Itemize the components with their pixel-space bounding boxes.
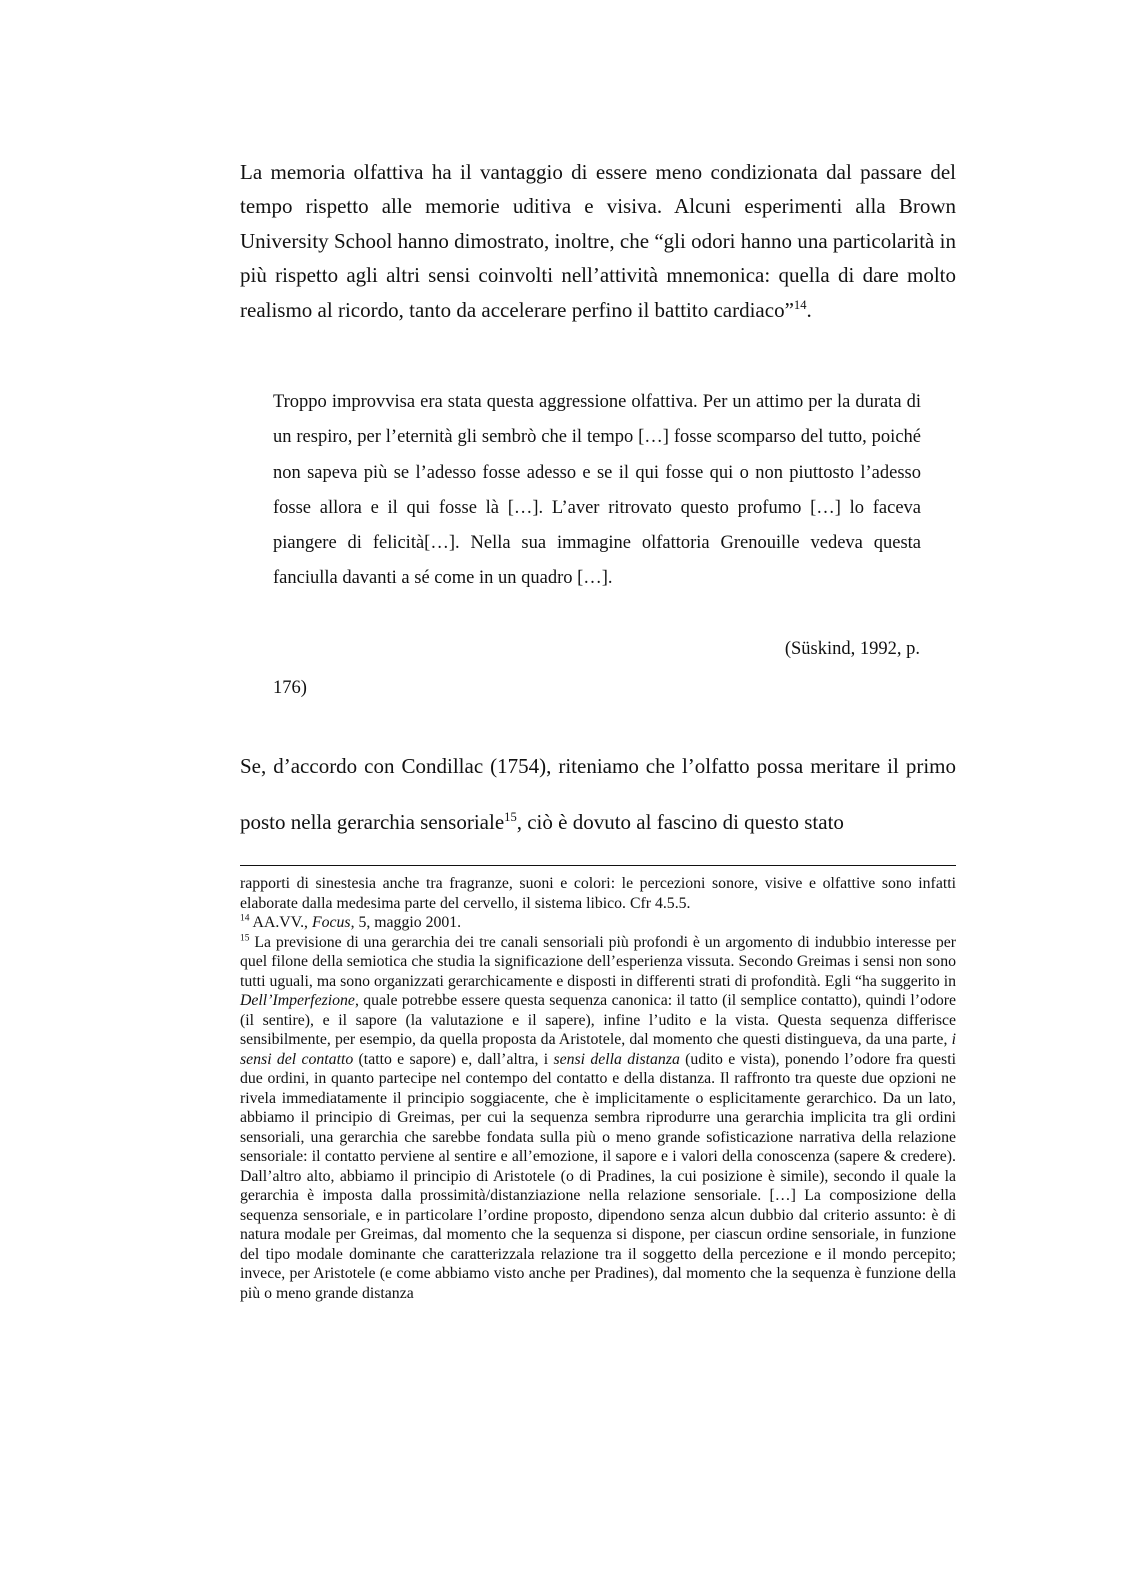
footnotes: [240, 874, 956, 1303]
footnote-15: [240, 933, 956, 1304]
footnote-text: (tatto e sapore) e, dall’altra, i: [353, 1050, 554, 1068]
footnote-text: La previsione di una gerarchia dei tre canali sensoriali più profondi è un argomento di indubbio interesse per quel filone della semiotica che studia la significazione dell’esperienza vissuta. Secondo Greimas i sensi non sono tutti uguali, ma sono organizzati gerarchicamente e disposti in differenti strati di profondità. Egli “ha suggerito in: [240, 933, 956, 990]
footnote-ref-14: 14: [793, 297, 807, 312]
paragraph-text: Se, d’accordo con Condillac (1754), riteniamo che l’olfatto possa meritare il primo posto nella gerarchia sensoriale: [240, 754, 956, 834]
footnote-number: 15: [240, 933, 250, 944]
paragraph-memoria-olfattiva: [240, 155, 956, 327]
footnote-italic: sensi della distanza: [553, 1050, 680, 1068]
footnote-text: , quale potrebbe essere questa sequenza canonica: il tatto (il semplice contatto), quindi l’odore (il sentire), e il sapore (la valutazione e il sapere), infine l’udito e la vista. Questa sequenza differisce sensibilmente, per esempio, da quella proposta da Aristotele, dal momento che questi distingueva, da una parte,: [240, 992, 956, 1048]
quote-citation-page: 176): [273, 678, 307, 698]
paragraph-end: .: [806, 297, 812, 322]
quote-citation: (Süskind, 1992, p.: [784, 639, 920, 659]
paragraph-text: La memoria olfattiva ha il vantaggio di essere meno condizionata dal passare del tempo rispetto alle memorie uditiva e visiva. Alcuni esperimenti alla Brown University School hanno dimostrato, inoltre, che “gli odori hanno una particolarità in più rispetto agli altri sensi coinvolti nell’attività mnemonica: quella di dare molto realismo al ricordo, tanto da accelerare perfino il battito cardiaco”: [240, 160, 956, 322]
footnote-ref-15: 15: [504, 810, 517, 824]
footnote-italic: Focus: [311, 914, 351, 931]
footnote-italic: i sensi del contatto: [240, 1031, 956, 1068]
footnote-italic: Dell’Imperfezione: [240, 992, 355, 1009]
footnote-14: [240, 913, 956, 933]
footnote-text: , 5, maggio 2001.: [350, 914, 462, 931]
block-quote: Troppo improvvisa era stata questa aggressione olfattiva. Per un attimo per la durata di un respiro, per l’eternità gli sembrò che il tempo […] fosse scomparso del tutto, poiché non sapeva più se l’adesso fosse adesso e se il qui fosse qui o non piuttosto l’adesso fosse allora e il qui fosse là […]. L’aver ritrovato questo profumo […] lo faceva piangere di felicità[…]. Nella sua immagine olfattoria Grenouille vedeva questa fanciulla davanti a sé come in un quadro […].: [273, 392, 921, 589]
footnote-continuation: rapporti di sinestesia anche tra fragranze, suoni e colori: le percezioni sonore, visive e olfattive sono infatti elaborate dalla medesima parte del cervello, il sistema libico. Cfr 4.5.5.: [240, 875, 956, 912]
paragraph-condillac: [240, 738, 956, 850]
footnote-number: 14: [240, 913, 250, 924]
footnote-text: (udito e vista), ponendo l’odore fra questi due ordini, in quanto partecipe nel contempo del contatto e della distanza. Il raffronto tra queste due opzioni ne rivela immediatamente il principio soggiacente, che è implicitamente o esplicitamente gerarchico. Da un lato, abbiamo il principio di Greimas, per cui la sequenza sembra riprodurre una gerarchia implicita tra gli ordini sensoriali, una gerarchia che sarebbe fondata sulla più o meno grande sofisticazione narrativa della relazione sensoriale: il contatto perviene al sentire e all’emozione, il sapore e i valori della conoscenza (sapere & credere). Dall’altro alto, abbiamo il principio di Aristotele (o di Pradines, la cui posizione è simile), secondo il quale la gerarchia è imposta dalla prossimità/distanziazione nella relazione sensoriale. […] La composizione della sequenza sensoriale, e in particolare l’ordine proposto, dipendono senza alcun dubbio dal criterio assunto: è di natura modale per Greimas, dal momento che la sequenza si dispone, per ciascun ordine sensoriale, in funzione del tipo modale dominante che caratterizzala relazione tra il soggetto della percezione e il mondo percepito; invece, per Aristotele (e come abbiamo visto anche per Pradines), dal momento che la sequenza è funzione della più o meno grande distanza: [240, 1050, 956, 1302]
footnote-text: AA.VV.,: [249, 914, 312, 931]
paragraph-end: , ciò è dovuto al fascino di questo stato: [516, 810, 844, 834]
footnote-separator: [240, 865, 956, 866]
